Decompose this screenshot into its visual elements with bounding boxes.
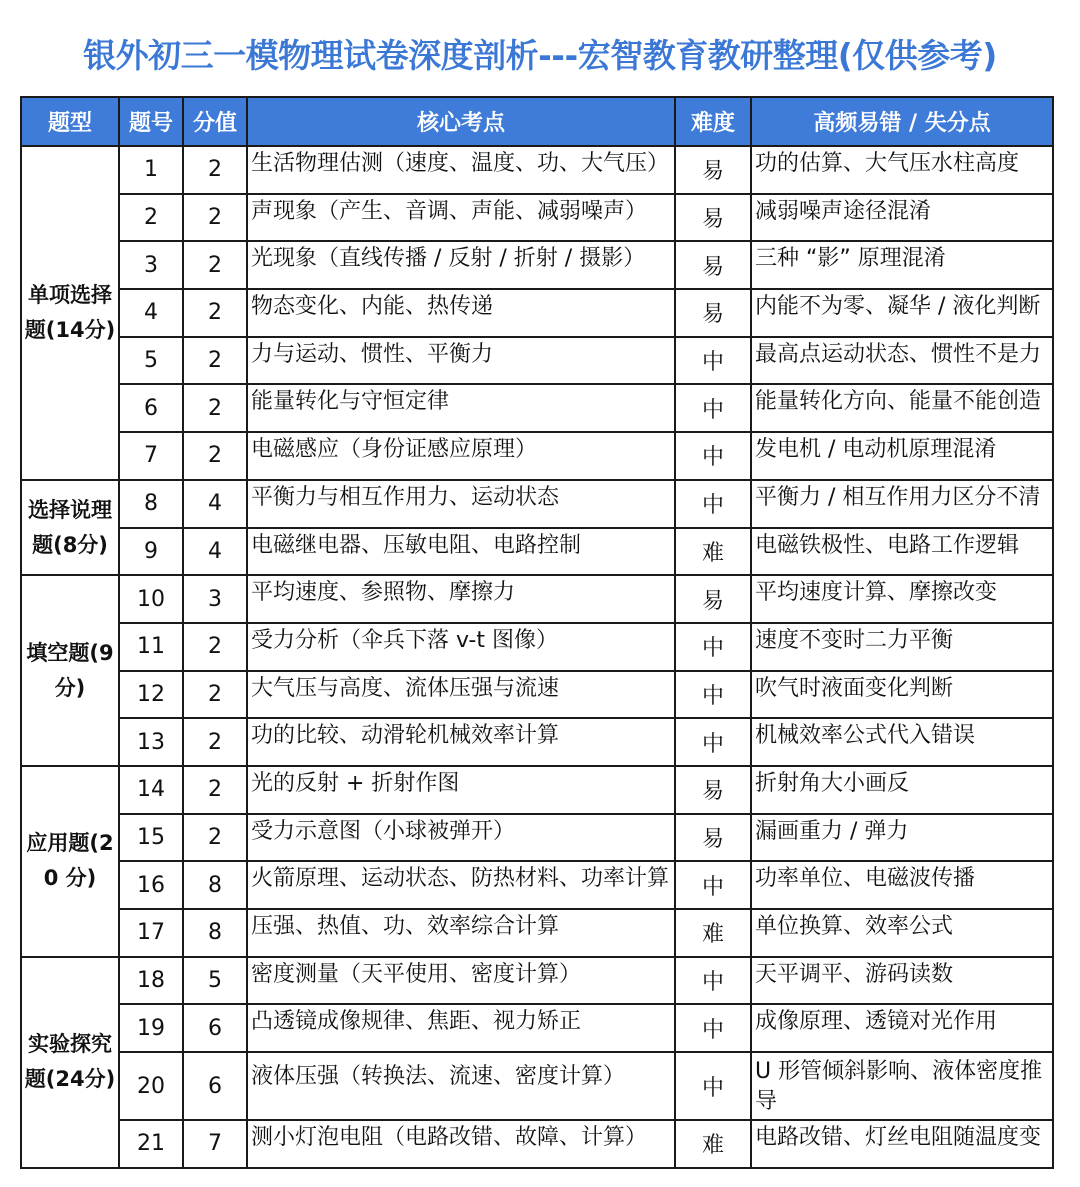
common-mistake: 功率单位、电磁波传播 bbox=[755, 866, 976, 892]
core-topic: 电磁感应（身份证感应原理） bbox=[251, 437, 538, 463]
question-number: 15 bbox=[119, 814, 183, 862]
core-topic-cell bbox=[247, 766, 675, 814]
difficulty: 中 bbox=[675, 1052, 751, 1120]
table-row bbox=[21, 241, 1053, 289]
question-score: 8 bbox=[183, 909, 247, 957]
core-topic: 物态变化、内能、热传递 bbox=[251, 294, 494, 320]
common-mistake: 减弱噪声途径混淆 bbox=[755, 198, 932, 224]
core-topic-cell bbox=[247, 241, 675, 289]
question-score: 2 bbox=[183, 671, 247, 719]
difficulty: 中 bbox=[675, 337, 751, 385]
common-mistake: 速度不变时二力平衡 bbox=[755, 627, 954, 653]
table-row bbox=[21, 1004, 1053, 1052]
question-score: 6 bbox=[183, 1004, 247, 1052]
difficulty: 易 bbox=[675, 814, 751, 862]
question-number: 8 bbox=[119, 480, 183, 528]
core-topic: 平衡力与相互作用力、运动状态 bbox=[251, 484, 560, 510]
table-row bbox=[21, 289, 1053, 337]
question-score: 6 bbox=[183, 1052, 247, 1120]
common-mistake: 天平调平、游码读数 bbox=[755, 961, 954, 987]
core-topic-cell bbox=[247, 1004, 675, 1052]
core-topic: 测小灯泡电阻（电路改错、故障、计算） bbox=[251, 1125, 648, 1151]
difficulty: 难 bbox=[675, 528, 751, 576]
question-number: 4 bbox=[119, 289, 183, 337]
table-row bbox=[21, 575, 1053, 623]
core-topic: 力与运动、惯性、平衡力 bbox=[251, 341, 494, 367]
question-score: 3 bbox=[183, 575, 247, 623]
common-mistake-cell bbox=[751, 528, 1053, 576]
common-mistake-cell bbox=[751, 432, 1053, 480]
common-mistake-cell bbox=[751, 766, 1053, 814]
question-number: 10 bbox=[119, 575, 183, 623]
core-topic: 光现象（直线传播 / 反射 / 折射 / 摄影） bbox=[251, 246, 646, 272]
common-mistake: 折射角大小画反 bbox=[755, 770, 910, 796]
question-number: 1 bbox=[119, 146, 183, 194]
question-score: 2 bbox=[183, 289, 247, 337]
table-row bbox=[21, 480, 1053, 528]
core-topic-cell bbox=[247, 480, 675, 528]
header-mistakes: 高频易错 / 失分点 bbox=[751, 97, 1053, 146]
common-mistake-cell bbox=[751, 241, 1053, 289]
section-label: 填空题(9 分) bbox=[21, 575, 119, 766]
question-score: 2 bbox=[183, 194, 247, 242]
header-difficulty: 难度 bbox=[675, 97, 751, 146]
difficulty: 难 bbox=[675, 1120, 751, 1168]
question-number: 5 bbox=[119, 337, 183, 385]
core-topic: 生活物理估测（速度、温度、功、大气压） bbox=[251, 151, 670, 176]
table-row bbox=[21, 384, 1053, 432]
section-label: 单项选择题(14分) bbox=[21, 146, 119, 480]
difficulty: 易 bbox=[675, 194, 751, 242]
core-topic-cell bbox=[247, 718, 675, 766]
question-score: 2 bbox=[183, 337, 247, 385]
difficulty: 易 bbox=[675, 766, 751, 814]
table-row bbox=[21, 432, 1053, 480]
core-topic: 液体压强（转换法、流速、密度计算） bbox=[251, 1064, 626, 1090]
difficulty: 难 bbox=[675, 909, 751, 957]
core-topic-cell bbox=[247, 814, 675, 862]
question-number: 18 bbox=[119, 957, 183, 1005]
table-row bbox=[21, 194, 1053, 242]
header-type: 题型 bbox=[21, 97, 119, 146]
common-mistake: 最高点运动状态、惯性不是力 bbox=[755, 341, 1042, 367]
common-mistake: 电磁铁极性、电路工作逻辑 bbox=[755, 532, 1020, 558]
common-mistake-cell bbox=[751, 718, 1053, 766]
core-topic: 能量转化与守恒定律 bbox=[251, 389, 450, 415]
question-score: 2 bbox=[183, 814, 247, 862]
core-topic-cell bbox=[247, 575, 675, 623]
header-core: 核心考点 bbox=[247, 97, 675, 146]
section-label: 实验探究题(24分) bbox=[21, 957, 119, 1168]
difficulty: 易 bbox=[675, 241, 751, 289]
question-score: 2 bbox=[183, 432, 247, 480]
question-score: 8 bbox=[183, 861, 247, 909]
common-mistake-cell bbox=[751, 1120, 1053, 1168]
common-mistake: 单位换算、效率公式 bbox=[755, 914, 954, 939]
section-label: 选择说理题(8分) bbox=[21, 480, 119, 575]
question-score: 2 bbox=[183, 766, 247, 814]
question-score: 4 bbox=[183, 528, 247, 576]
common-mistake: 能量转化方向、能量不能创造 bbox=[755, 389, 1042, 415]
core-topic-cell bbox=[247, 1120, 675, 1168]
core-topic: 功的比较、动滑轮机械效率计算 bbox=[251, 723, 560, 749]
table-row bbox=[21, 957, 1053, 1005]
common-mistake-cell bbox=[751, 384, 1053, 432]
common-mistake-cell bbox=[751, 575, 1053, 623]
common-mistake: 漏画重力 / 弹力 bbox=[755, 818, 909, 844]
question-number: 9 bbox=[119, 528, 183, 576]
core-topic-cell bbox=[247, 909, 675, 957]
difficulty: 中 bbox=[675, 623, 751, 671]
question-score: 2 bbox=[183, 623, 247, 671]
common-mistake: 三种 “影” 原理混淆 bbox=[755, 246, 946, 272]
table-row bbox=[21, 146, 1053, 194]
table-row bbox=[21, 1052, 1053, 1120]
core-topic-cell bbox=[247, 337, 675, 385]
core-topic: 声现象（产生、音调、声能、减弱噪声） bbox=[251, 198, 648, 224]
question-number: 17 bbox=[119, 909, 183, 957]
common-mistake: 电路改错、灯丝电阻随温度变 bbox=[755, 1125, 1042, 1151]
core-topic-cell bbox=[247, 146, 675, 194]
difficulty: 中 bbox=[675, 1004, 751, 1052]
table-row bbox=[21, 1120, 1053, 1168]
header-number: 题号 bbox=[119, 97, 183, 146]
common-mistake-cell bbox=[751, 1004, 1053, 1052]
common-mistake: 吹气时液面变化判断 bbox=[755, 675, 954, 701]
question-number: 2 bbox=[119, 194, 183, 242]
common-mistake-cell bbox=[751, 623, 1053, 671]
question-number: 16 bbox=[119, 861, 183, 909]
core-topic-cell bbox=[247, 623, 675, 671]
table-row bbox=[21, 814, 1053, 862]
difficulty: 中 bbox=[675, 384, 751, 432]
common-mistake-cell bbox=[751, 957, 1053, 1005]
question-score: 2 bbox=[183, 718, 247, 766]
common-mistake: 发电机 / 电动机原理混淆 bbox=[755, 437, 997, 463]
question-number: 12 bbox=[119, 671, 183, 719]
core-topic: 火箭原理、运动状态、防热材料、功率计算 bbox=[251, 866, 670, 892]
table-row bbox=[21, 528, 1053, 576]
core-topic-cell bbox=[247, 528, 675, 576]
core-topic: 凸透镜成像规律、焦距、视力矫正 bbox=[251, 1009, 582, 1035]
common-mistake: 平衡力 / 相互作用力区分不清 bbox=[755, 484, 1041, 510]
core-topic: 光的反射 + 折射作图 bbox=[251, 770, 460, 796]
core-topic-cell bbox=[247, 432, 675, 480]
question-number: 6 bbox=[119, 384, 183, 432]
question-number: 21 bbox=[119, 1120, 183, 1168]
question-score: 4 bbox=[183, 480, 247, 528]
core-topic: 压强、热值、功、效率综合计算 bbox=[251, 914, 560, 939]
table-row bbox=[21, 909, 1053, 957]
question-number: 7 bbox=[119, 432, 183, 480]
page-title: 银外初三一模物理试卷深度剖析---宏智教育教研整理(仅供参考) bbox=[83, 36, 997, 75]
core-topic-cell bbox=[247, 194, 675, 242]
core-topic: 受力分析（伞兵下落 v-t 图像） bbox=[251, 627, 558, 653]
table-row bbox=[21, 671, 1053, 719]
common-mistake: 机械效率公式代入错误 bbox=[755, 723, 976, 749]
common-mistake-cell bbox=[751, 671, 1053, 719]
difficulty: 中 bbox=[675, 957, 751, 1005]
core-topic-cell bbox=[247, 861, 675, 909]
common-mistake: 平均速度计算、摩擦改变 bbox=[755, 580, 998, 606]
core-topic: 电磁继电器、压敏电阻、电路控制 bbox=[251, 532, 582, 558]
question-number: 20 bbox=[119, 1052, 183, 1120]
core-topic: 大气压与高度、流体压强与流速 bbox=[251, 675, 560, 701]
difficulty: 易 bbox=[675, 289, 751, 337]
question-score: 7 bbox=[183, 1120, 247, 1168]
common-mistake-cell bbox=[751, 1052, 1053, 1120]
question-score: 2 bbox=[183, 241, 247, 289]
core-topic-cell bbox=[247, 957, 675, 1005]
section-label: 应用题(20 分) bbox=[21, 766, 119, 957]
question-number: 3 bbox=[119, 241, 183, 289]
question-number: 13 bbox=[119, 718, 183, 766]
question-score: 2 bbox=[183, 384, 247, 432]
common-mistake-cell bbox=[751, 814, 1053, 862]
question-score: 2 bbox=[183, 146, 247, 194]
difficulty: 易 bbox=[675, 575, 751, 623]
common-mistake: 功的估算、大气压水柱高度 bbox=[755, 151, 1020, 176]
difficulty: 中 bbox=[675, 718, 751, 766]
question-number: 14 bbox=[119, 766, 183, 814]
common-mistake-cell bbox=[751, 194, 1053, 242]
core-topic-cell bbox=[247, 384, 675, 432]
common-mistake-cell bbox=[751, 909, 1053, 957]
difficulty: 易 bbox=[675, 146, 751, 194]
common-mistake-cell bbox=[751, 861, 1053, 909]
core-topic-cell bbox=[247, 289, 675, 337]
header-row bbox=[21, 97, 1053, 146]
difficulty: 中 bbox=[675, 432, 751, 480]
question-score: 5 bbox=[183, 957, 247, 1005]
difficulty: 中 bbox=[675, 671, 751, 719]
common-mistake-cell bbox=[751, 337, 1053, 385]
analysis-table bbox=[20, 96, 1054, 1169]
question-number: 11 bbox=[119, 623, 183, 671]
common-mistake-cell bbox=[751, 480, 1053, 528]
difficulty: 中 bbox=[675, 861, 751, 909]
core-topic: 密度测量（天平使用、密度计算） bbox=[251, 961, 582, 987]
core-topic-cell bbox=[247, 1052, 675, 1120]
table-row bbox=[21, 623, 1053, 671]
common-mistake-cell bbox=[751, 289, 1053, 337]
question-number: 19 bbox=[119, 1004, 183, 1052]
common-mistake: 成像原理、透镜对光作用 bbox=[755, 1009, 998, 1035]
common-mistake-cell bbox=[751, 146, 1053, 194]
table-row bbox=[21, 718, 1053, 766]
table-row bbox=[21, 337, 1053, 385]
common-mistake: U 形管倾斜影响、液体密度推导 bbox=[755, 1059, 1043, 1115]
header-score: 分值 bbox=[183, 97, 247, 146]
core-topic-cell bbox=[247, 671, 675, 719]
core-topic: 受力示意图（小球被弹开） bbox=[251, 818, 516, 844]
common-mistake: 内能不为零、凝华 / 液化判断 bbox=[755, 294, 1041, 320]
table-row bbox=[21, 766, 1053, 814]
difficulty: 中 bbox=[675, 480, 751, 528]
table-row bbox=[21, 861, 1053, 909]
core-topic: 平均速度、参照物、摩擦力 bbox=[251, 580, 516, 606]
